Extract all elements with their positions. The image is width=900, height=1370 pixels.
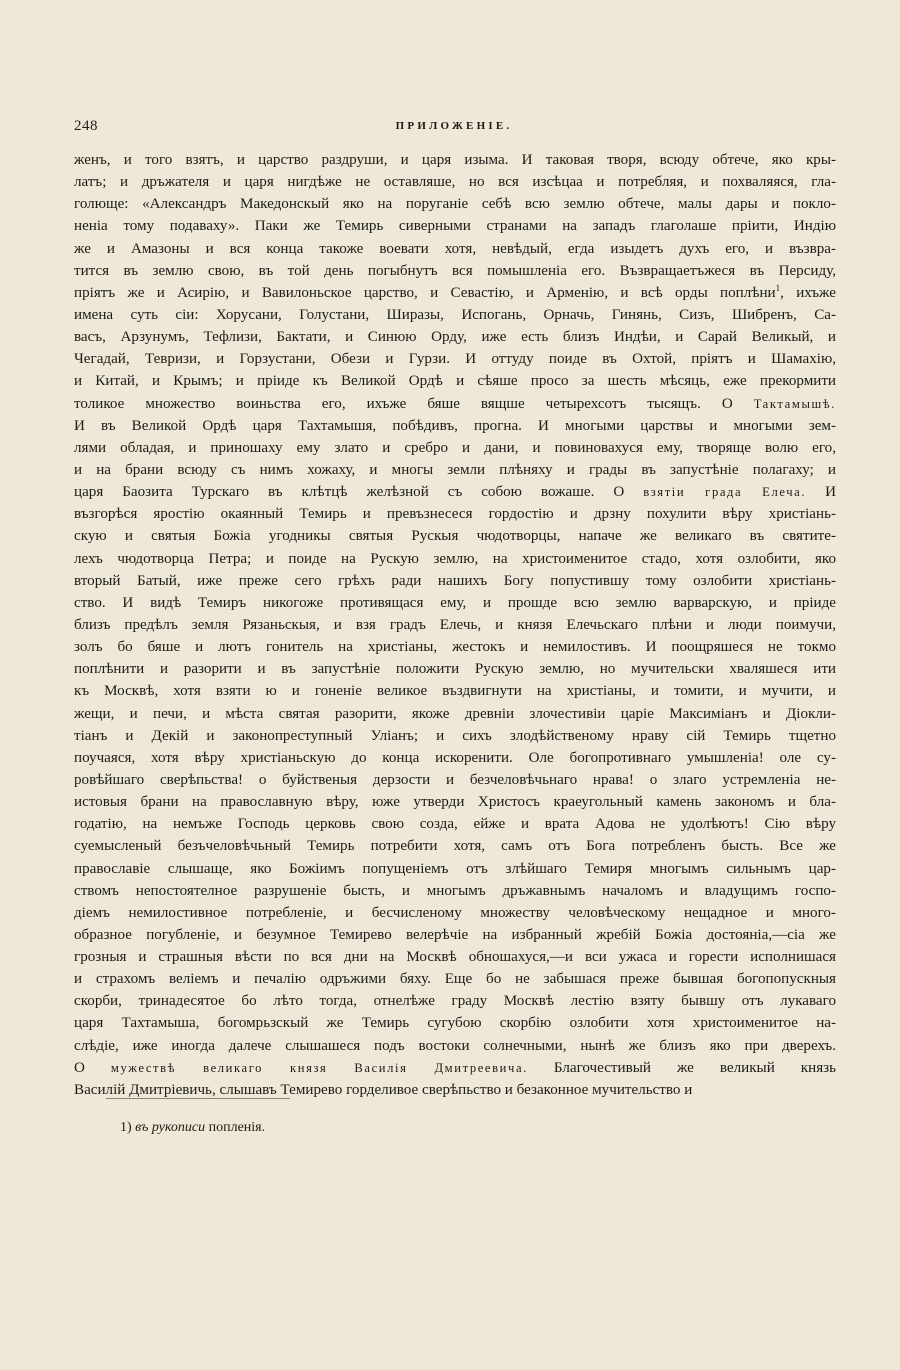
text-line: образное погубленіе, и безумное Темирево велерѣчіе на избранный жребій Божіа достояніа,—сіа же [74,926,836,943]
text-line: поплѣнити и разорити и въ запустѣніе положити Рускую землю, но мучительски хваляшеся ити [74,661,836,678]
footnote [120,1120,265,1136]
text-line: пріятъ же и Асирію, и Вавилоньское царство, и Севастію, и Арменію, и всѣ орды поплѣни$^1$, ихъже [74,282,836,301]
text-line: жещи, и печи, и мѣста святая разорити, якоже древніи злочестивіи царіе Максиміанъ и Діокли- [74,705,836,722]
section-heading-inline: взятіи града Елеча. [643,485,807,500]
text-line: васъ, Арзунумъ, Тефлизи, Бактати, и Синюю Орду, иже есть близъ Индѣи, и Сарай Великый, и [74,329,836,346]
text-line: голюще: «Александръ Македонскый яко на поруганіе себѣ всю землю обтече, малы дары и покло- [74,196,836,213]
text-line: годатію, на немъже Господь церковь свою созда, ейже и врата Адова не удолѣютъ! Сію вѣру [74,816,836,833]
text-line: О мужествѣ великаго князя Василія Дмитреевича. Благочестивый же великый князь [74,1059,836,1076]
text-line: тится въ землю свою, въ той день погыбнутъ вся помышленіа его. Възвращаетъжеся въ Персиду, [74,262,836,279]
footnote-ref: 1 [775,282,781,293]
text-line: ровѣйшаго сверѣпьства! о буйственыя дерзости и безчеловѣчьнаго нрава! о злаго устремленіа не- [74,771,836,788]
text-line: женъ, и того взятъ, и царство раздруши, и царя изыма. И таковая творя, всюду обтече, яко кры- [74,152,836,168]
main-text [74,149,836,1101]
text-line: къ Москвѣ, хотя взяти ю и гоненіе великое въздвигнути на христіаны, и томити, и мучити, и [74,683,836,700]
text-line: царя Баозита Турскаго въ клѣтцѣ желѣзной съ собою вожаше. О взятіи града Елеча. И [74,484,836,501]
text-line: скорби, тринадесятое бо лѣто тогда, отнелѣже граду Москвѣ лестію взяту бывшу отъ лукаваго [74,993,836,1010]
text-line: царя Тахтамыша, богомрьзскый же Темирь сугубою скорбію озлобити хотя христоименитое на- [74,1015,836,1032]
text-line: грозныя и страшныя вѣсти по вся дни на Москвѣ обношахуся,—и вси ужаса и горести исполнишася [74,949,836,966]
footnote-number: 1) [120,1120,132,1135]
text-line: суемысленый безъчеловѣчьный Темирь потребити хотя, самъ отъ Бога потребленъ бысть. Все же [74,838,836,855]
section-heading-inline: мужествѣ великаго князя Василія Дмитреевича. [110,1060,528,1075]
text-line: же и Амазоны и вся конца такоже воевати хотя, невѣдый, егда изыдетъ духъ его, и възвра- [74,240,836,257]
text-line: неніа тому подаваху». Паки же Темирь сиверными странами на западъ глаголаше пріити, Индію [74,218,836,235]
text-line: слѣдіе, иже иногда далече слышашеся подъ востоки солнечными, нынѣ же близъ яко при дверехъ. [74,1037,836,1054]
text-line: ствомъ непостоятелное разрушеніе бысть, и многымъ дръжавнымъ началомъ и владущимъ госпо- [74,882,836,899]
page-header [74,118,834,138]
text-line: лехъ чюдотворца Петра; и поиде на Рускую землю, на христоименитое стадо, хотя озлобити, яко [74,550,836,567]
text-line: латъ; и дръжателя и царя нигдѣже не оставляше, но вся изсѣцаа и потребляя, и похваляяся, гла- [74,174,836,191]
footnote-rule [106,1098,290,1099]
text-line: и Китай, и Крымъ; и пріиде къ Великой Ордѣ и сѣяше просо за шесть мѣсяць, еже прекормити [74,373,836,390]
footnote-text: попленія. [208,1120,266,1135]
footnote-italic: въ рукописи [135,1120,206,1135]
page-number: 248 [74,118,98,134]
text-line: ство. И видѣ Темиръ никогоже противящася ему, и прошде всю землю варварскую, и пріиде [74,594,836,611]
text-line: имена суть сіи: Хорусани, Голустани, Ширазы, Испогань, Орначь, Гинянь, Сизъ, Шибренъ, Са- [74,306,836,323]
section-heading-inline: Тактамышѣ. [753,396,836,411]
text-line: близъ предѣлъ земля Рязаньскыя, и взя градъ Елечь, и князя Елечьскаго плѣни и люди поимучи, [74,616,836,633]
text-line: поучаяся, хотя вѣру христіаньскую до конца искоренити. Оле богопротивнаго умышленіа! оле су- [74,749,836,766]
text-line: лями обладая, и приношаху ему злато и сребро и дани, и повиновахуся ему, творяще волю его, [74,439,836,456]
text-line: тіанъ и Декій и законопреступный Уліанъ; и сихъ злодѣйственому нраву сій Темирь тщетно [74,727,836,744]
text-line: И въ Великой Ордѣ царя Тахтамышя, побѣдивъ, прогна. И многыми царствы и многыми зем- [74,417,836,434]
text-line: Василій Дмитріевичь, слышавъ Темирево горделивое сверѣпьство и безаконное мучительство и [74,1081,693,1098]
text-line: золъ бо бяше и лютъ гонитель на христіаны, жестокъ и немилостивъ. И поощряшеся не токмо [74,639,836,656]
text-line: діемъ немилостивное потребленіе, и бесчисленому множеству человѣческому нещадное и много- [74,904,836,921]
running-head: ПРИЛОЖЕНІЕ. [395,120,513,132]
text-line: възгорѣся яростію окаянный Темирь и превъзнесеся гордостію и дрзну похулити вѣру христіань- [74,506,836,523]
text-line: православіе слышаще, яко Божіимъ попущеніемъ отъ злѣйшаго Темиря многымъ сильнымъ цар- [74,860,836,877]
text-line: и на брани всюду съ нимъ хожаху, и многы земли плѣняху и грады въ запустѣніе полагаху; и [74,461,836,478]
text-line: истовыя брани на православную вѣру, юже утверди Христосъ краеугольный камень закономъ и бла- [74,794,836,811]
text-line: скую и святыя Божіа угодникы святыя Рускыя чюдотворцы, напаче же великаго въ святите- [74,528,836,545]
text-line: вторый Батый, иже преже сего грѣхъ ради нашихъ Богу попустившу тому озлобити христіань- [74,572,836,589]
text-line: и страхомъ веліемъ и печалію одръжими бяху. Еще бо не забышася преже бывшая богопопускныя [74,971,836,988]
text-line: толикое множество воиньства его, ихъже бяше вящше четырехсотъ тысящъ. О Тактамышѣ. [74,395,836,412]
text-line: Чегадай, Тевризи, и Горзустани, Обези и Гурзи. И оттуду поиде въ Охтой, пріятъ и Шамахію, [74,351,836,368]
